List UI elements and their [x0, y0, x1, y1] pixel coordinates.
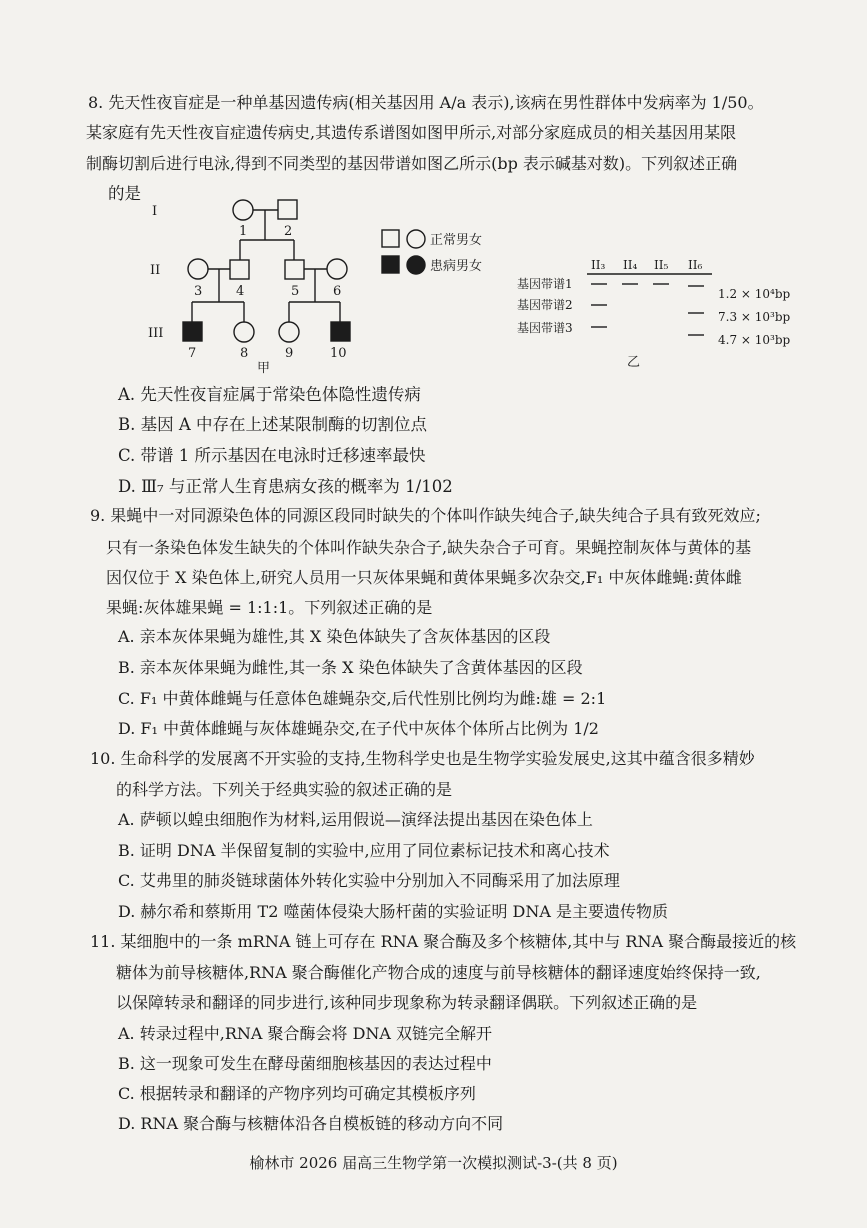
q11-option-d: D. RNA 聚合酶与核糖体沿各自模板链的移动方向不同 — [118, 1114, 504, 1133]
gel-lane-II4: II₄ — [623, 258, 638, 272]
legend-normal-label: 正常男女 — [430, 233, 483, 248]
pedigree-I-1-normal-female — [233, 200, 253, 220]
pedigree-III-10-affected-male — [331, 322, 350, 341]
q10-option-b: B. 证明 DNA 半保留复制的实验中,应用了同位素标记技术和离心技术 — [118, 841, 610, 860]
q8-stem-line-3: 制酶切割后进行电泳,得到不同类型的基因带谱如图乙所示(bp 表示碱基对数)。下列叙述正确 — [86, 154, 738, 173]
pedigree-III-8-normal-female — [234, 322, 254, 342]
q10-stem-line-1: 10. 生命科学的发展离不开实验的支持,生物科学史也是生物学实验发展史,这其中蕴含很多精妙 — [90, 749, 755, 768]
gel-size-1: 1.2 × 10⁴bp — [718, 287, 791, 301]
q8-option-b: B. 基因 A 中存在上述某限制酶的切割位点 — [118, 415, 428, 434]
q9-option-c: C. F₁ 中黄体雌蝇与任意体色雄蝇杂交,后代性别比例均为雌:雄 = 2:1 — [118, 689, 607, 708]
q9-stem-line-1: 9. 果蝇中一对同源染色体的同源区段同时缺失的个体叫作缺失纯合子,缺失纯合子具有致死效应; — [90, 506, 761, 525]
id-2: 2 — [284, 224, 293, 239]
gel-row-1: 基因带谱1 — [517, 277, 573, 291]
q8-option-c: C. 带谱 1 所示基因在电泳时迁移速率最快 — [118, 446, 426, 465]
gel-row-2: 基因带谱2 — [517, 298, 573, 312]
id-10: 10 — [330, 346, 347, 361]
id-9: 9 — [285, 346, 294, 361]
id-8: 8 — [240, 346, 249, 361]
legend-affected-female — [407, 256, 425, 274]
gen-label-II: II — [150, 263, 161, 278]
page-footer: 榆林市 2026 届高三生物学第一次模拟测试-3-(共 8 页) — [249, 1154, 618, 1172]
pedigree-II-3-normal-female — [188, 259, 208, 279]
q9-stem-line-2: 只有一条染色体发生缺失的个体叫作缺失杂合子,缺失杂合子可育。果蝇控制灰体与黄体的基 — [106, 538, 752, 557]
q11-option-a: A. 转录过程中,RNA 聚合酶会将 DNA 双链完全解开 — [118, 1024, 493, 1043]
gel-size-3: 4.7 × 10³bp — [718, 333, 791, 347]
q10-stem-line-2: 的科学方法。下列关于经典实验的叙述正确的是 — [116, 780, 453, 799]
gel-caption: 乙 — [627, 355, 641, 370]
q8-stem-line-1: 8. 先天性夜盲症是一种单基因遗传病(相关基因用 A/a 表示),该病在男性群体中发病率为 1/50。 — [88, 93, 764, 112]
q10-option-d: D. 赫尔希和蔡斯用 T2 噬菌体侵染大肠杆菌的实验证明 DNA 是主要遗传物质 — [118, 902, 669, 921]
q11-stem-line-1: 11. 某细胞中的一条 mRNA 链上可存在 RNA 聚合酶及多个核糖体,其中与 RNA 聚合酶最接近的核 — [90, 932, 797, 951]
q10-option-c: C. 艾弗里的肺炎链球菌体外转化实验中分别加入不同酶采用了加法原理 — [118, 871, 620, 890]
id-3: 3 — [194, 284, 203, 299]
pedigree-caption: 甲 — [257, 361, 271, 376]
q9-option-d: D. F₁ 中黄体雌蝇与灰体雄蝇杂交,在子代中灰体个体所占比例为 1/2 — [118, 719, 599, 738]
gen-label-I: I — [152, 204, 158, 219]
gel-lane-II6: II₆ — [688, 258, 703, 272]
legend-affected-male — [382, 256, 399, 273]
q8-option-d: D. Ⅲ₇ 与正常人生育患病女孩的概率为 1/102 — [118, 477, 453, 496]
pedigree-III-9-normal-female — [279, 322, 299, 342]
id-7: 7 — [188, 346, 197, 361]
id-4: 4 — [236, 284, 245, 299]
legend-affected-label: 患病男女 — [430, 259, 483, 274]
q8-stem-line-2: 某家庭有先天性夜盲症遗传病史,其遗传系谱图如图甲所示,对部分家庭成员的相关基因用某限 — [86, 123, 737, 142]
pedigree-II-6-normal-female — [327, 259, 347, 279]
q11-option-b: B. 这一现象可发生在酵母菌细胞核基因的表达过程中 — [118, 1054, 492, 1073]
pedigree-diagram — [140, 192, 510, 382]
id-6: 6 — [333, 284, 342, 299]
q11-option-c: C. 根据转录和翻译的产物序列均可确定其模板序列 — [118, 1084, 476, 1103]
gel-lane-II3: II₃ — [591, 258, 606, 272]
q8-stem-line-4: 的是 — [108, 184, 141, 203]
gel-row-3: 基因带谱3 — [517, 321, 573, 335]
gel-lane-II5: II₅ — [654, 258, 669, 272]
pedigree-II-5-normal-male — [285, 260, 304, 279]
legend-normal-female — [407, 230, 425, 248]
q10-option-a: A. 萨顿以蝗虫细胞作为材料,运用假说—演绎法提出基因在染色体上 — [118, 810, 593, 829]
gel-size-2: 7.3 × 10³bp — [718, 310, 791, 324]
q9-stem-line-3: 因仅位于 X 染色体上,研究人员用一只灰体果蝇和黄体果蝇多次杂交,F₁ 中灰体雌蝇:黄体雌 — [106, 568, 742, 587]
id-1: 1 — [239, 224, 248, 239]
pedigree-III-7-affected-male — [183, 322, 202, 341]
gel-band-diagram — [512, 255, 812, 375]
id-5: 5 — [291, 284, 300, 299]
pedigree-II-4-normal-male — [230, 260, 249, 279]
legend-normal-male — [382, 230, 399, 247]
q11-stem-line-3: 以保障转录和翻译的同步进行,该种同步现象称为转录翻译偶联。下列叙述正确的是 — [116, 993, 698, 1012]
q9-stem-line-4: 果蝇:灰体雄果蝇 = 1:1:1。下列叙述正确的是 — [106, 598, 433, 617]
q11-stem-line-2: 糖体为前导核糖体,RNA 聚合酶催化产物合成的速度与前导核糖体的翻译速度始终保持一致, — [116, 963, 761, 982]
pedigree-I-2-normal-male — [278, 200, 297, 219]
q9-option-a: A. 亲本灰体果蝇为雄性,其 X 染色体缺失了含灰体基因的区段 — [118, 627, 551, 646]
q9-option-b: B. 亲本灰体果蝇为雌性,其一条 X 染色体缺失了含黄体基因的区段 — [118, 658, 583, 677]
q8-option-a: A. 先天性夜盲症属于常染色体隐性遗传病 — [118, 385, 421, 404]
gen-label-III: III — [148, 326, 164, 341]
